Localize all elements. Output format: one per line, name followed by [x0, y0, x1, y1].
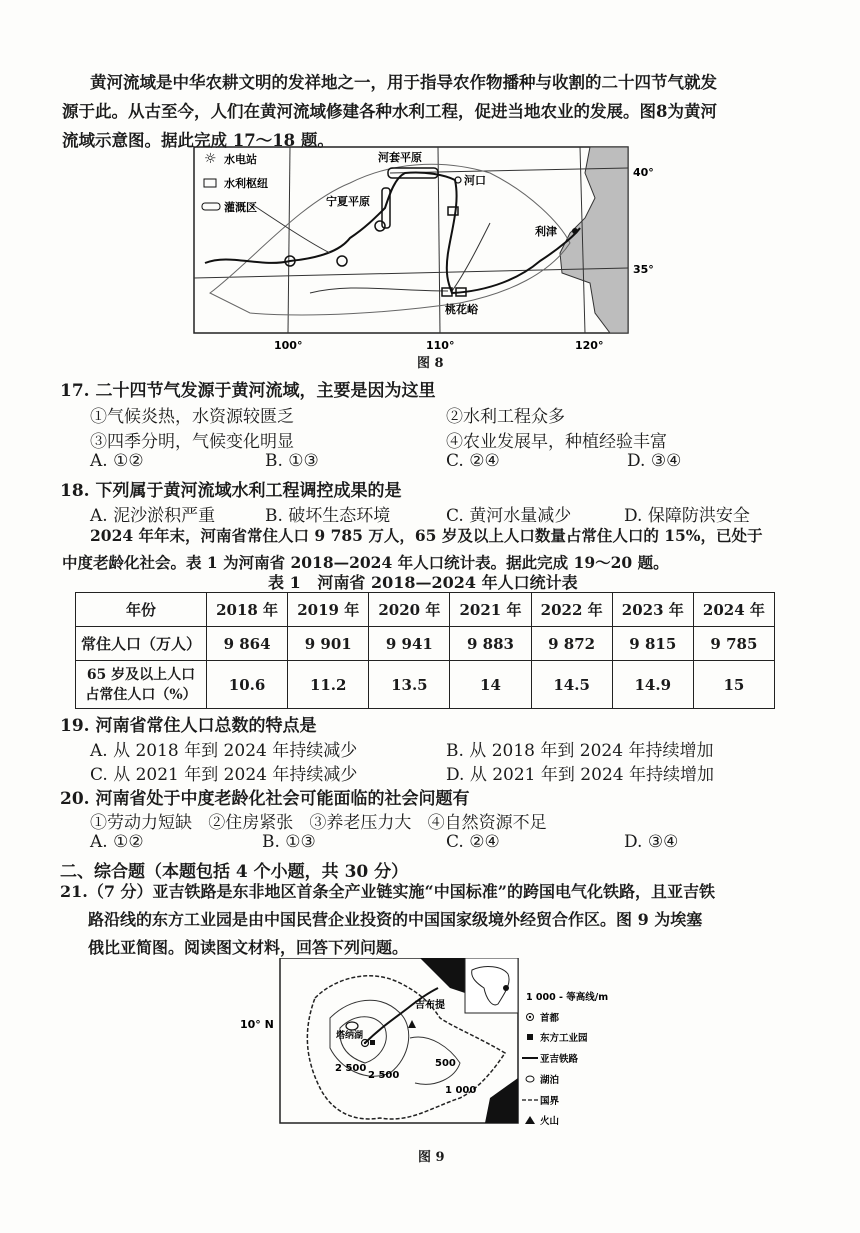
q20-choice-c[interactable]: C. ②④: [446, 832, 500, 852]
population-table: [75, 592, 775, 709]
table-cell: 9 815: [612, 627, 693, 661]
q19-choice-c[interactable]: C. 从 2021 年到 2024 年持续减少: [90, 765, 358, 785]
legend-capital: 首都: [540, 1013, 560, 1024]
q17-item-3: ③四季分明，气候变化明显: [90, 432, 294, 452]
intro2-line-2: 中度老龄化社会。表 1 为河南省 2018—2024 年人口统计表。据此完成 19～20 题。: [62, 553, 669, 572]
lat-40: 40°: [633, 166, 654, 179]
table-cell: 14: [450, 661, 531, 709]
legend-border: 国界: [540, 1096, 560, 1107]
table-cell: 9 872: [531, 627, 612, 661]
place-djibouti: 吉布提: [415, 1000, 445, 1011]
table-cell: 13.5: [369, 661, 450, 709]
q17-choice-a[interactable]: A. ①②: [90, 451, 144, 471]
q17-choice-d[interactable]: D. ③④: [627, 451, 682, 471]
q17-stem: 17. 二十四节气发源于黄河流域，主要是因为这里: [60, 381, 436, 401]
fig8-caption: 图 8: [417, 356, 444, 371]
q21-line-1: 21.（7 分）亚吉铁路是东非地区首条全产业链实施“中国标准”的跨国电气化铁路，且亚吉铁: [60, 882, 715, 901]
place-taohuayu: 桃花峪: [445, 303, 478, 316]
table-cell: 9 883: [450, 627, 531, 661]
q20-choice-a[interactable]: A. ①②: [90, 832, 144, 852]
table-header-cell: 2018 年: [207, 593, 288, 627]
section-2-heading: 二、综合题（本题包括 4 个小题，共 30 分）: [60, 862, 409, 882]
table-header-cell: 年份: [76, 593, 207, 627]
lon-100: 100°: [274, 339, 303, 352]
table-header-cell: 2023 年: [612, 593, 693, 627]
legend-railway: 亚吉铁路: [540, 1054, 579, 1065]
contour-label: 1 000: [445, 1085, 477, 1096]
yellow-river-map: [190, 143, 660, 358]
q17-choice-b[interactable]: B. ①③: [265, 451, 319, 471]
q20-items: ①劳动力短缺 ②住房紧张 ③养老压力大 ④自然资源不足: [90, 813, 547, 833]
q18-choice-a[interactable]: A. 泥沙淤积严重: [90, 506, 216, 526]
q21-line-3: 俄比亚简图。阅读图文材料，回答下列问题。: [88, 938, 409, 957]
table-cell: 9 785: [693, 627, 774, 661]
intro1-line-3: 流域示意图。据此完成 17～18 题。: [62, 131, 334, 150]
q17-item-1: ①气候炎热，水资源较匮乏: [90, 407, 294, 427]
q21-line-2: 路沿线的东方工业园是由中国民营企业投资的中国国家级境外经贸合作区。图 9 为埃塞: [88, 910, 703, 929]
table-cell: 9 941: [369, 627, 450, 661]
table-cell: 14.5: [531, 661, 612, 709]
place-hetao: 河套平原: [378, 151, 422, 164]
place-hekou: 河口: [464, 174, 486, 187]
q18-stem: 18. 下列属于黄河流域水利工程调控成果的是: [60, 481, 402, 501]
table-row-label: 65 岁及以上人口 占常住人口（%）: [76, 661, 207, 709]
table-header-cell: 2019 年: [288, 593, 369, 627]
table-header-cell: 2020 年: [369, 593, 450, 627]
table-header-cell: 2021 年: [450, 593, 531, 627]
lon-120: 120°: [575, 339, 604, 352]
contour-label: 2 500: [368, 1070, 400, 1081]
table-row: [76, 661, 775, 709]
legend-dam: 水利枢纽: [224, 177, 268, 190]
q19-choice-d[interactable]: D. 从 2021 年到 2024 年持续增加: [446, 765, 714, 785]
table-cell: 9 901: [288, 627, 369, 661]
table-cell: 10.6: [207, 661, 288, 709]
place-ningxia: 宁夏平原: [326, 195, 370, 208]
table-cell: 9 864: [207, 627, 288, 661]
lat-10n: 10° N: [240, 1018, 274, 1031]
table-cell: 15: [693, 661, 774, 709]
place-lijin: 利津: [535, 225, 557, 238]
q19-stem: 19. 河南省常住人口总数的特点是: [60, 716, 317, 736]
legend-contour: 1 000 - 等高线/m: [526, 992, 609, 1003]
table-row-label: 常住人口（万人）: [76, 627, 207, 661]
legend-industrial-park: 东方工业园: [540, 1033, 588, 1044]
fig9-caption: 图 9: [418, 1150, 445, 1165]
legend-lake: 湖泊: [540, 1075, 560, 1086]
table-header-row: [76, 593, 775, 627]
q17-item-4: ④农业发展早，种植经验丰富: [446, 432, 667, 452]
q18-choice-b[interactable]: B. 破坏生态环境: [265, 506, 391, 526]
intro1-line-2: 源于此。从古至今，人们在黄河流域修建各种水利工程，促进当地农业的发展。图8为黄河: [62, 102, 717, 121]
q20-stem: 20. 河南省处于中度老龄化社会可能面临的社会问题有: [60, 789, 470, 809]
intro2-line-1: 2024 年年末，河南省常住人口 9 785 万人，65 岁及以上人口数量占常住人口的 15%，已处于: [90, 526, 763, 545]
table-cell: 11.2: [288, 661, 369, 709]
lon-110: 110°: [426, 339, 455, 352]
intro1-line-1: 黄河流域是中华农耕文明的发祥地之一，用于指导农作物播种与收割的二十四节气就发: [90, 73, 717, 92]
q17-item-2: ②水利工程众多: [446, 407, 565, 427]
table-header-cell: 2024 年: [693, 593, 774, 627]
q18-choice-d[interactable]: D. 保障防洪安全: [624, 506, 750, 526]
legend-volcano: 火山: [540, 1116, 560, 1127]
q19-choice-b[interactable]: B. 从 2018 年到 2024 年持续增加: [446, 741, 714, 761]
q18-choice-c[interactable]: C. 黄河水量减少: [446, 506, 572, 526]
table-header-cell: 2022 年: [531, 593, 612, 627]
q19-choice-a[interactable]: A. 从 2018 年到 2024 年持续减少: [90, 741, 358, 761]
legend-hydro: 水电站: [224, 153, 257, 166]
table1-title: 表 1 河南省 2018—2024 年人口统计表: [268, 573, 578, 592]
q20-choice-b[interactable]: B. ①③: [262, 832, 316, 852]
q17-choice-c[interactable]: C. ②④: [446, 451, 500, 471]
table-cell: 14.9: [612, 661, 693, 709]
table-row: [76, 627, 775, 661]
ethiopia-map: [240, 958, 640, 1143]
lat-35: 35°: [633, 263, 654, 276]
lake-tana: 塔纳湖: [336, 1031, 364, 1041]
contour-label: 500: [435, 1058, 456, 1069]
svg-text:☼: ☼: [204, 151, 217, 167]
contour-label: 2 500: [335, 1063, 367, 1074]
q20-choice-d[interactable]: D. ③④: [624, 832, 679, 852]
legend-irrigation: 灌溉区: [224, 201, 257, 214]
